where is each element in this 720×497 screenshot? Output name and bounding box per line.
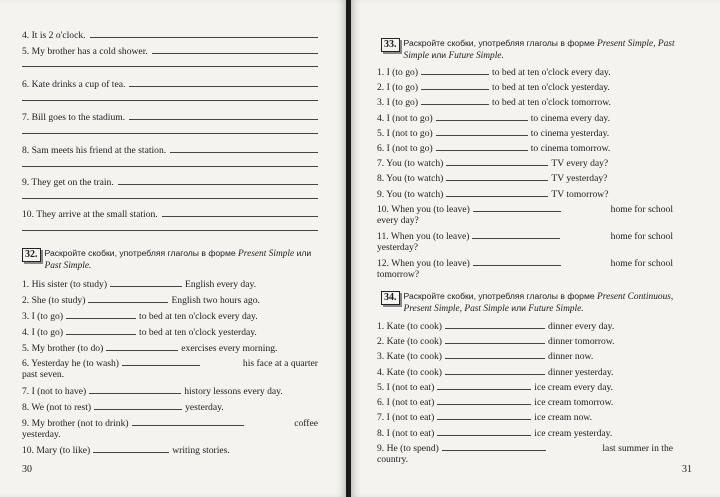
exercise-item: 8. We (not to rest) yesterday. [22,402,224,413]
answer-blank[interactable] [436,112,528,121]
answer-blank[interactable] [437,427,531,436]
exercise-item: 7. You (to watch) TV every day? [377,158,609,169]
exercise-item: 7. I (not to have) history lessons every day. [22,386,283,397]
answer-blank[interactable] [446,157,548,166]
exercise-item: 6. I (not to eat) ice cream tomorrow. [377,397,614,408]
answer-blank[interactable] [473,203,561,212]
answer-line[interactable] [22,100,318,101]
answer-line[interactable] [129,78,318,87]
exercise-item: 9. You (to watch) TV tomorrow? [377,189,609,200]
answer-line[interactable] [22,133,318,134]
exercise-item: 3. I (to go) to bed at ten o'clock every day. [22,311,258,322]
exercise-item: 1. I (to go) to bed at ten o'clock every day. [377,67,611,78]
exercise-item: 2. She (to study) English two hours ago. [22,295,260,306]
answer-blank[interactable] [436,142,528,151]
answer-blank[interactable] [94,401,182,410]
answer-blank[interactable] [436,127,528,136]
sentence-row [22,176,318,188]
answer-line[interactable] [129,111,318,120]
exercise-item: 9. My brother (not to drink) coffee yesterday. [22,418,318,440]
exercise-item: 2. Kate (to cook) dinner tomorrow. [377,336,615,347]
answer-blank[interactable] [445,350,545,359]
exercise-item: 3. Kate (to cook) dinner now. [377,351,594,362]
sentence-row [22,45,318,57]
answer-blank[interactable] [445,320,545,329]
exercise-item: 6. I (not to go) to cinema tomorrow. [377,143,611,154]
exercise-item: 3. I (to go) to bed at ten o'clock tomorrow. [377,97,611,108]
answer-line[interactable] [118,176,318,185]
answer-blank[interactable] [66,310,136,319]
exercise-instruction: Раскройте скобки, употребляя глаголы в форме Present Simple или Past Simple. [44,248,312,271]
answer-blank[interactable] [110,278,182,287]
exercise-instruction: Раскройте скобки, употребляя глаголы в форме Present Simple, Past Simple или Future Simple. [403,38,675,61]
answer-blank[interactable] [421,96,489,105]
answer-blank[interactable] [66,326,136,335]
answer-line[interactable] [22,230,318,231]
answer-line[interactable] [152,45,318,54]
exercise-item: 10. When you (to leave) home for school every day? [377,204,673,226]
exercise-number: 33. [381,38,400,52]
exercise-32-header [22,248,318,272]
exercise-33-header [381,38,677,62]
exercise-item: 12. When you (to leave) home for school tomorrow? [377,258,673,280]
sentence-row [22,29,318,41]
exercise-item: 5. My brother (to do) exercises every morning. [22,343,278,354]
answer-blank[interactable] [446,172,548,181]
answer-blank[interactable] [442,442,546,451]
sentence-text: 9. They get on the train. [22,177,114,188]
page-number: 31 [682,464,692,475]
exercise-item: 2. I (to go) to bed at ten o'clock yesterday. [377,82,610,93]
exercise-item: 11. When you (to leave) home for school yesterday? [377,231,673,253]
answer-blank[interactable] [437,411,531,420]
answer-blank[interactable] [421,66,489,75]
exercise-number: 34. [381,291,400,305]
answer-blank[interactable] [106,342,178,351]
answer-blank[interactable] [437,381,531,390]
answer-blank[interactable] [421,81,489,90]
answer-blank[interactable] [445,366,545,375]
exercise-item: 1. Kate (to cook) dinner every day. [377,321,615,332]
answer-blank[interactable] [93,444,169,453]
sentence-text: 4. It is 2 o'clock. [22,30,86,41]
answer-line[interactable] [90,29,318,38]
sentence-row [22,144,318,156]
exercise-item: 7. I (not to eat) ice cream now. [377,412,592,423]
right-page [351,0,720,497]
answer-line[interactable] [22,66,318,67]
exercise-34-header [381,291,677,315]
answer-line[interactable] [22,198,318,199]
answer-blank[interactable] [122,357,200,366]
exercise-number: 32. [22,248,41,262]
exercise-item: 4. I (to go) to bed at ten o'clock yesterday. [22,327,257,338]
left-page [0,0,346,497]
exercise-item: 6. Yesterday he (to wash) his face at a quarter past seven. [22,358,318,380]
sentence-row [22,111,318,123]
sentence-text: 5. My brother has a cold shower. [22,46,148,57]
exercise-instruction: Раскройте скобки, употребляя глаголы в форме Present Continuous, Present Simple, Past Simple или Future Simple. [403,291,674,314]
exercise-item: 10. Mary (to like) writing stories. [22,445,230,456]
answer-blank[interactable] [89,385,181,394]
exercise-item: 5. I (not to eat) ice cream every day. [377,382,614,393]
sentence-text: 10. They arrive at the small station. [22,209,158,220]
answer-blank[interactable] [472,230,560,239]
exercise-item: 4. I (not to go) to cinema every day. [377,113,610,124]
exercise-item: 5. I (not to go) to cinema yesterday. [377,128,610,139]
exercise-item: 1. His sister (to study) English every day. [22,279,257,290]
sentence-text: 8. Sam meets his friend at the station. [22,145,167,156]
exercise-item: 8. You (to watch) TV yesterday? [377,173,608,184]
exercise-item: 4. Kate (to cook) dinner yesterday. [377,367,614,378]
sentence-row [22,78,318,90]
answer-blank[interactable] [446,188,548,197]
sentence-text: 7. Bill goes to the stadium. [22,112,126,123]
answer-blank[interactable] [445,335,545,344]
answer-blank[interactable] [132,417,244,426]
answer-blank[interactable] [88,294,168,303]
page-number: 30 [22,464,32,475]
answer-line[interactable] [170,144,318,153]
sentence-row [22,208,318,220]
answer-blank[interactable] [473,257,561,266]
answer-blank[interactable] [437,396,531,405]
exercise-item: 9. He (to spend) last summer in the country. [377,443,673,465]
sentence-text: 6. Kate drinks a cup of tea. [22,79,126,90]
answer-line[interactable] [22,166,318,167]
answer-line[interactable] [162,208,318,217]
exercise-item: 8. I (not to eat) ice cream yesterday. [377,428,613,439]
